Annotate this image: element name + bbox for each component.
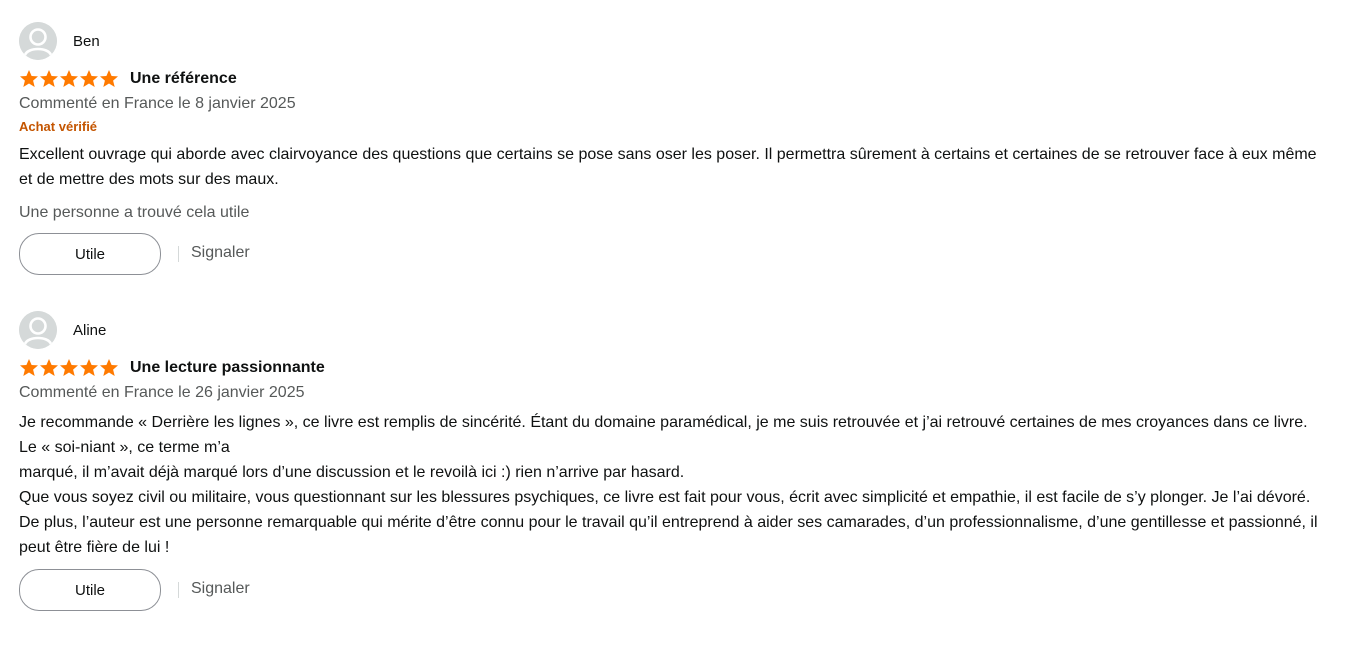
review-card xyxy=(19,22,1319,274)
star-filled-icon xyxy=(39,69,59,89)
review-paragraph: Je recommande « Derrière les lignes », ce livre est remplis de sincérité. Étant du domaine paramédical, je me suis retrouvée et j’ai retrouvé certaines de mes croyances dans ce livre. Le « soi-niant », ce terme m’a xyxy=(19,414,1308,456)
review-paragraph: Excellent ouvrage qui aborde avec clairvoyance des questions que certains se pose sans oser les poser. Il permettra sûrement à certains et certaines de se retrouver face à eux même et de mettre des mots sur des maux. xyxy=(19,146,1317,188)
star-filled-icon xyxy=(79,358,99,378)
reviewer-profile[interactable] xyxy=(19,311,1319,349)
report-link[interactable]: Signaler xyxy=(191,243,250,261)
reviewer-profile[interactable] xyxy=(19,22,1319,60)
action-divider xyxy=(178,246,179,262)
star-rating[interactable] xyxy=(19,358,119,378)
review-card xyxy=(19,311,1319,610)
review-date: Commenté en France le 26 janvier 2025 xyxy=(19,384,305,401)
reviewer-name: Ben xyxy=(73,32,100,50)
review-date: Commenté en France le 8 janvier 2025 xyxy=(19,95,296,112)
star-filled-icon xyxy=(99,69,119,89)
avatar-icon xyxy=(19,22,57,60)
star-rating[interactable] xyxy=(19,69,119,89)
verified-purchase-badge[interactable]: Achat vérifié xyxy=(19,119,98,134)
star-filled-icon xyxy=(19,358,39,378)
action-divider xyxy=(178,582,179,598)
review-title[interactable]: Une lecture passionnante xyxy=(130,359,325,376)
report-link[interactable]: Signaler xyxy=(191,579,250,597)
helpful-button[interactable]: Utile xyxy=(19,569,161,611)
star-filled-icon xyxy=(59,358,79,378)
review-paragraph: Que vous soyez civil ou militaire, vous questionnant sur les blessures psychiques, ce livre est fait pour vous, écrit avec simplicité et empathie, il est facile de s’y plonger. Je l’ai dévoré. xyxy=(19,489,1311,506)
star-filled-icon xyxy=(99,358,119,378)
review-body xyxy=(19,410,1319,560)
avatar-icon xyxy=(19,311,57,349)
review-paragraph: marqué, il m’avait déjà marqué lors d’une discussion et le revoilà ici :) rien n’arrive par hasard. xyxy=(19,464,685,481)
review-paragraph: De plus, l’auteur est une personne remarquable qui mérite d’être connu pour le travail qu’il entreprend à aider ses camarades, d’un professionnalisme, d’une gentillesse et passionné, il peut être fière de lui ! xyxy=(19,514,1318,556)
review-body xyxy=(19,142,1319,192)
star-filled-icon xyxy=(79,69,99,89)
review-title[interactable]: Une référence xyxy=(130,70,237,87)
reviewer-name: Aline xyxy=(73,321,107,339)
helpful-button[interactable]: Utile xyxy=(19,233,161,275)
helpful-count: Une personne a trouvé cela utile xyxy=(19,204,250,221)
star-filled-icon xyxy=(19,69,39,89)
star-filled-icon xyxy=(39,358,59,378)
star-filled-icon xyxy=(59,69,79,89)
